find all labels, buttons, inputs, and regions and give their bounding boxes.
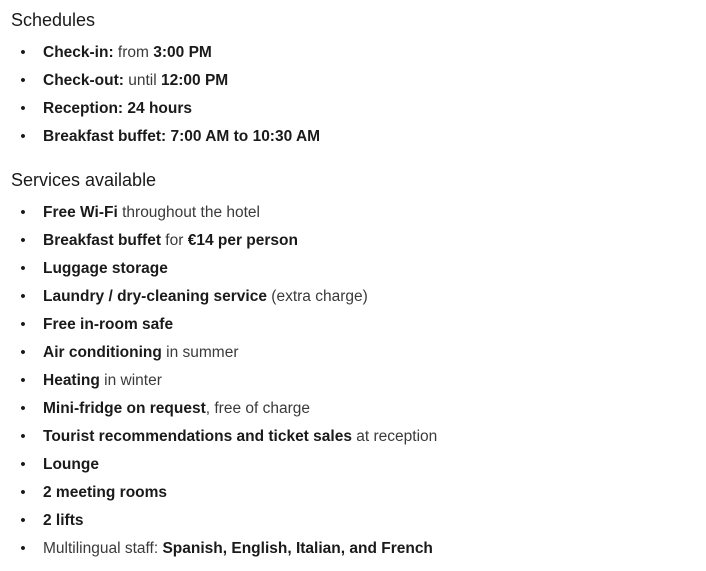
item-detail: in winter — [99, 372, 162, 389]
item-label: Tourist recommendations and ticket sales — [43, 428, 352, 445]
item-label: Air conditioning — [43, 344, 162, 361]
item-label: Lounge — [43, 456, 99, 473]
service-item-text — [43, 451, 99, 479]
service-item-text — [43, 535, 433, 563]
item-label: Laundry / dry-cleaning service — [43, 288, 267, 305]
item-label: Luggage storage — [43, 260, 168, 277]
bullet-icon: • — [20, 232, 26, 249]
item-detail: until — [123, 72, 162, 89]
bullet-icon: • — [20, 484, 26, 501]
item-label: Check-out: — [43, 72, 124, 89]
schedules-heading: Schedules — [11, 10, 96, 30]
service-item-text — [43, 199, 260, 227]
item-detail: for — [161, 232, 188, 249]
item-label: Breakfast buffet — [43, 232, 161, 249]
item-label: Reception: 24 hours — [43, 100, 192, 117]
service-item-text — [43, 339, 238, 367]
services-heading: Services available — [11, 170, 157, 190]
service-item-text — [43, 311, 173, 339]
bullet-icon: • — [20, 44, 26, 61]
bullet-icon: • — [20, 400, 26, 417]
item-label: 2 meeting rooms — [43, 484, 168, 501]
bullet-icon: • — [20, 540, 26, 557]
bullet-icon: • — [20, 260, 26, 277]
item-label: €14 per person — [187, 232, 298, 249]
bullet-icon: • — [20, 456, 26, 473]
item-detail: at reception — [351, 428, 438, 445]
bullet-icon: • — [20, 344, 26, 361]
bullet-icon: • — [20, 128, 26, 145]
item-label: Spanish, English, Italian, and French — [162, 540, 433, 557]
item-label: Heating — [43, 372, 100, 389]
item-label: 3:00 PM — [153, 44, 212, 61]
service-item-text — [43, 255, 168, 283]
item-label: Breakfast buffet: 7:00 AM to 10:30 AM — [43, 128, 321, 145]
item-label: Free in-room safe — [43, 316, 174, 333]
service-item-text — [43, 507, 83, 535]
service-item-text — [43, 283, 368, 311]
service-item-text — [43, 423, 437, 451]
bullet-icon: • — [20, 204, 26, 221]
item-label: 2 lifts — [43, 512, 84, 529]
service-item-text — [43, 227, 298, 255]
bullet-icon: • — [20, 372, 26, 389]
service-item-text — [43, 367, 162, 395]
item-label: Check-in: — [43, 44, 114, 61]
item-detail: Multilingual staff: — [43, 540, 163, 557]
item-label: Free Wi-Fi — [43, 204, 118, 221]
schedule-item-text — [43, 95, 192, 123]
item-detail: in summer — [161, 344, 239, 361]
schedule-item-text — [43, 67, 228, 95]
bullet-icon: • — [20, 512, 26, 529]
service-item-text — [43, 395, 310, 423]
bullet-icon: • — [20, 288, 26, 305]
schedule-item-text — [43, 39, 212, 67]
schedule-item-text — [43, 123, 320, 151]
bullet-icon: • — [20, 428, 26, 445]
bullet-icon: • — [20, 100, 26, 117]
item-detail: , free of charge — [205, 400, 311, 417]
item-label: Mini-fridge on request — [43, 400, 206, 417]
item-detail: (extra charge) — [266, 288, 368, 305]
item-detail: throughout the hotel — [117, 204, 260, 221]
item-detail: from — [113, 44, 154, 61]
service-item-text — [43, 479, 167, 507]
bullet-icon: • — [20, 72, 26, 89]
bullet-icon: • — [20, 316, 26, 333]
item-label: 12:00 PM — [161, 72, 229, 89]
